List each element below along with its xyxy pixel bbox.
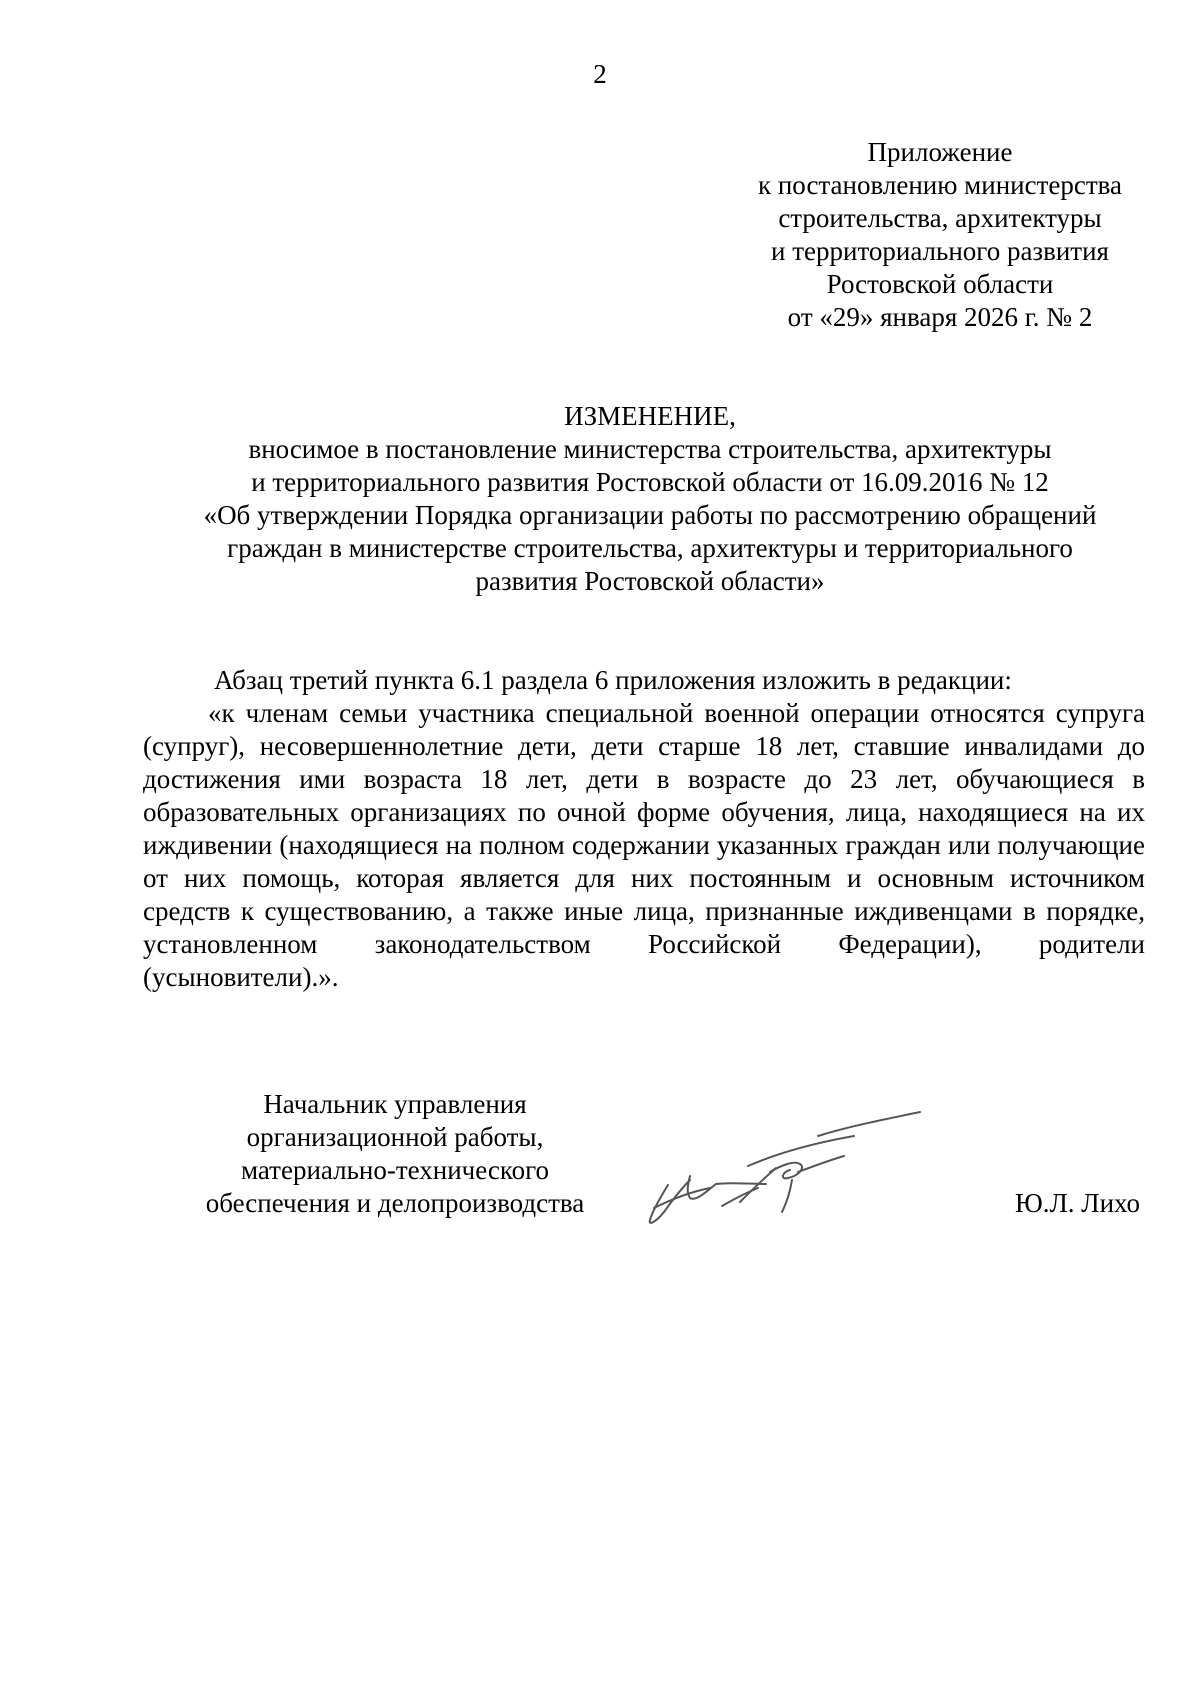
signatory-name: Ю.Л. Лихо	[1014, 1188, 1140, 1218]
body-quote-paragraph: «к членам семьи участника специальной военной операции относятся супруга (супруг), несовершеннолетние дети, дети старше 18 лет, ставшие инвалидами до достижения ими возраста 18 лет, дети в возрасте до 23 лет, обучающиеся в образовательных организациях по очной форме обучения, лица, находящиеся на их иждивении (находящиеся на полном содержании указанных граждан или получающие от них помощь, которая является для них постоянным и основным источником средств к существованию, а также иные лица, признанные иждивенцами в порядке, установленном законодательством Российской Федерации), родители (усыновители).».	[143, 698, 1145, 992]
appendix-line: от «29» января 2026 г. № 2	[787, 302, 1093, 332]
appendix-block	[720, 136, 1160, 334]
heading-line: и территориального развития Ростовской области от 16.09.2016 № 12	[251, 467, 1049, 497]
appendix-line: строительства, архитектуры	[778, 203, 1102, 233]
appendix-line: Приложение	[867, 137, 1013, 167]
heading-line: граждан в министерстве строительства, архитектуры и территориального	[227, 533, 1073, 563]
heading-line: вносимое в постановление министерства строительства, архитектуры	[248, 434, 1052, 464]
signatory-title	[175, 1088, 615, 1220]
signatory-title-line: организационной работы,	[246, 1122, 544, 1152]
body-intro-paragraph: Абзац третий пункта 6.1 раздела 6 приложения изложить в редакции:	[214, 665, 1012, 695]
signatory-title-line: обеспечения и делопроизводства	[205, 1188, 585, 1218]
page-number: 2	[593, 59, 607, 89]
handwritten-signature	[630, 1080, 940, 1240]
signatory-title-line: Начальник управления	[263, 1089, 527, 1119]
appendix-line: Ростовской области	[826, 269, 1054, 299]
heading-title: ИЗМЕНЕНИЕ,	[564, 401, 736, 431]
appendix-line: и территориального развития	[771, 236, 1109, 266]
document-heading	[150, 400, 1150, 598]
signatory-title-line: материально-технического	[240, 1155, 550, 1185]
heading-line: «Об утверждении Порядка организации работы по рассмотрению обращений	[203, 500, 1097, 530]
heading-line: развития Ростовской области»	[475, 566, 825, 596]
appendix-line: к постановлению министерства	[757, 170, 1123, 200]
